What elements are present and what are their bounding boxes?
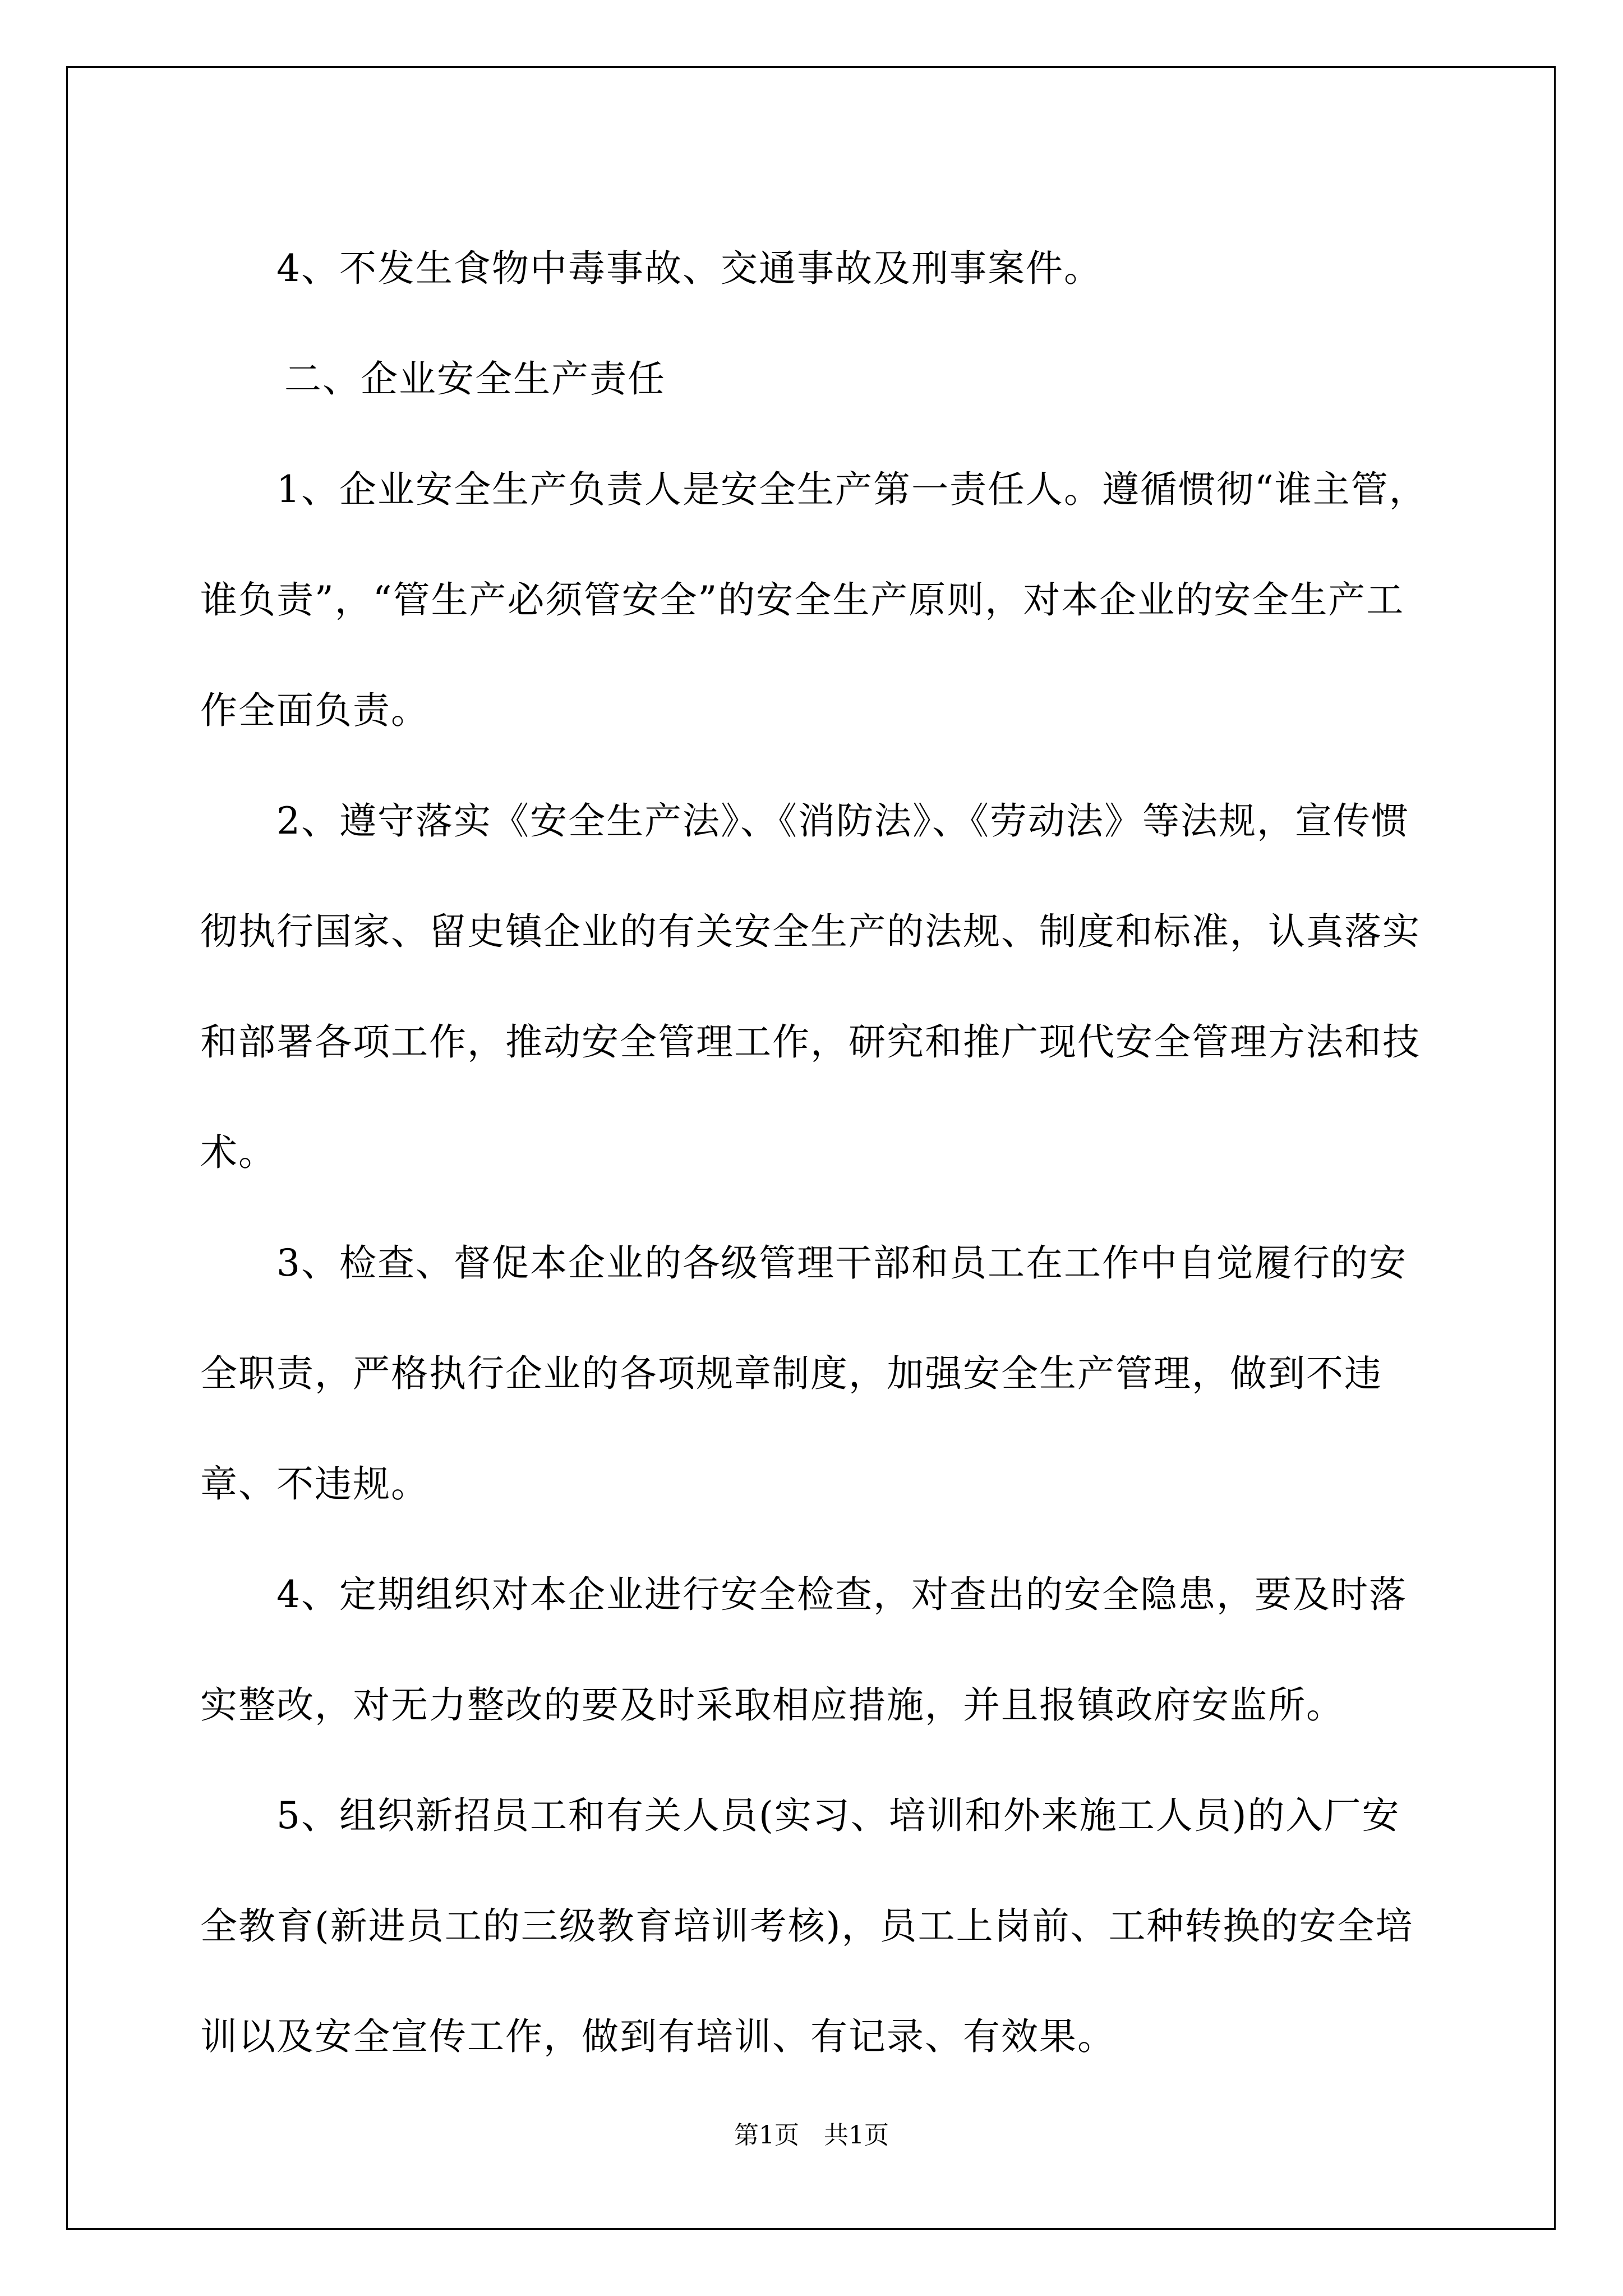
paragraph-responsibility-4: 4、定期组织对本企业进行安全检查，对查出的安全隐患，要及时落实整改，对无力整改的要及时采取相应措施，并且报镇政府安监所。 [200, 1573, 1407, 1727]
paragraph-responsibility-2: 2、遵守落实《安全生产法》、《消防法》、《劳动法》等法规，宣传惯彻执行国家、留史镇企业的有关安全生产的法规、制度和标准，认真落实和部署各项工作，推动安全管理工作，研究和推广现代安全管理方法和技术。 [200, 799, 1421, 1174]
section-heading: 二、企业安全生产责任 [284, 357, 666, 401]
paragraph-responsibility-5: 5、组织新招员工和有关人员(实习、培训和外来施工人员)的入厂安全教育(新进员工的三级教育培训考核)，员工上岗前、工种转换的安全培训以及安全宣传工作，做到有培训、有记录、有效果。 [200, 1794, 1414, 2058]
document-body [200, 213, 1434, 2092]
paragraph-responsibility-1: 1、企业安全生产负责人是安全生产第一责任人。遵循惯彻“谁主管，谁负责”，“管生产必须管安全”的安全生产原则，对本企业的安全生产工作全面负责。 [200, 468, 1427, 732]
paragraph-responsibility-3: 3、检查、督促本企业的各级管理干部和员工在工作中自觉履行的安全职责，严格执行企业的各项规章制度，加强安全生产管理，做到不违章、不违规。 [200, 1241, 1407, 1506]
page-footer: 第1页 共1页 [734, 2121, 889, 2150]
paragraph-goal-4: 4、不发生食物中毒事故、交通事故及刑事案件。 [276, 247, 1102, 290]
